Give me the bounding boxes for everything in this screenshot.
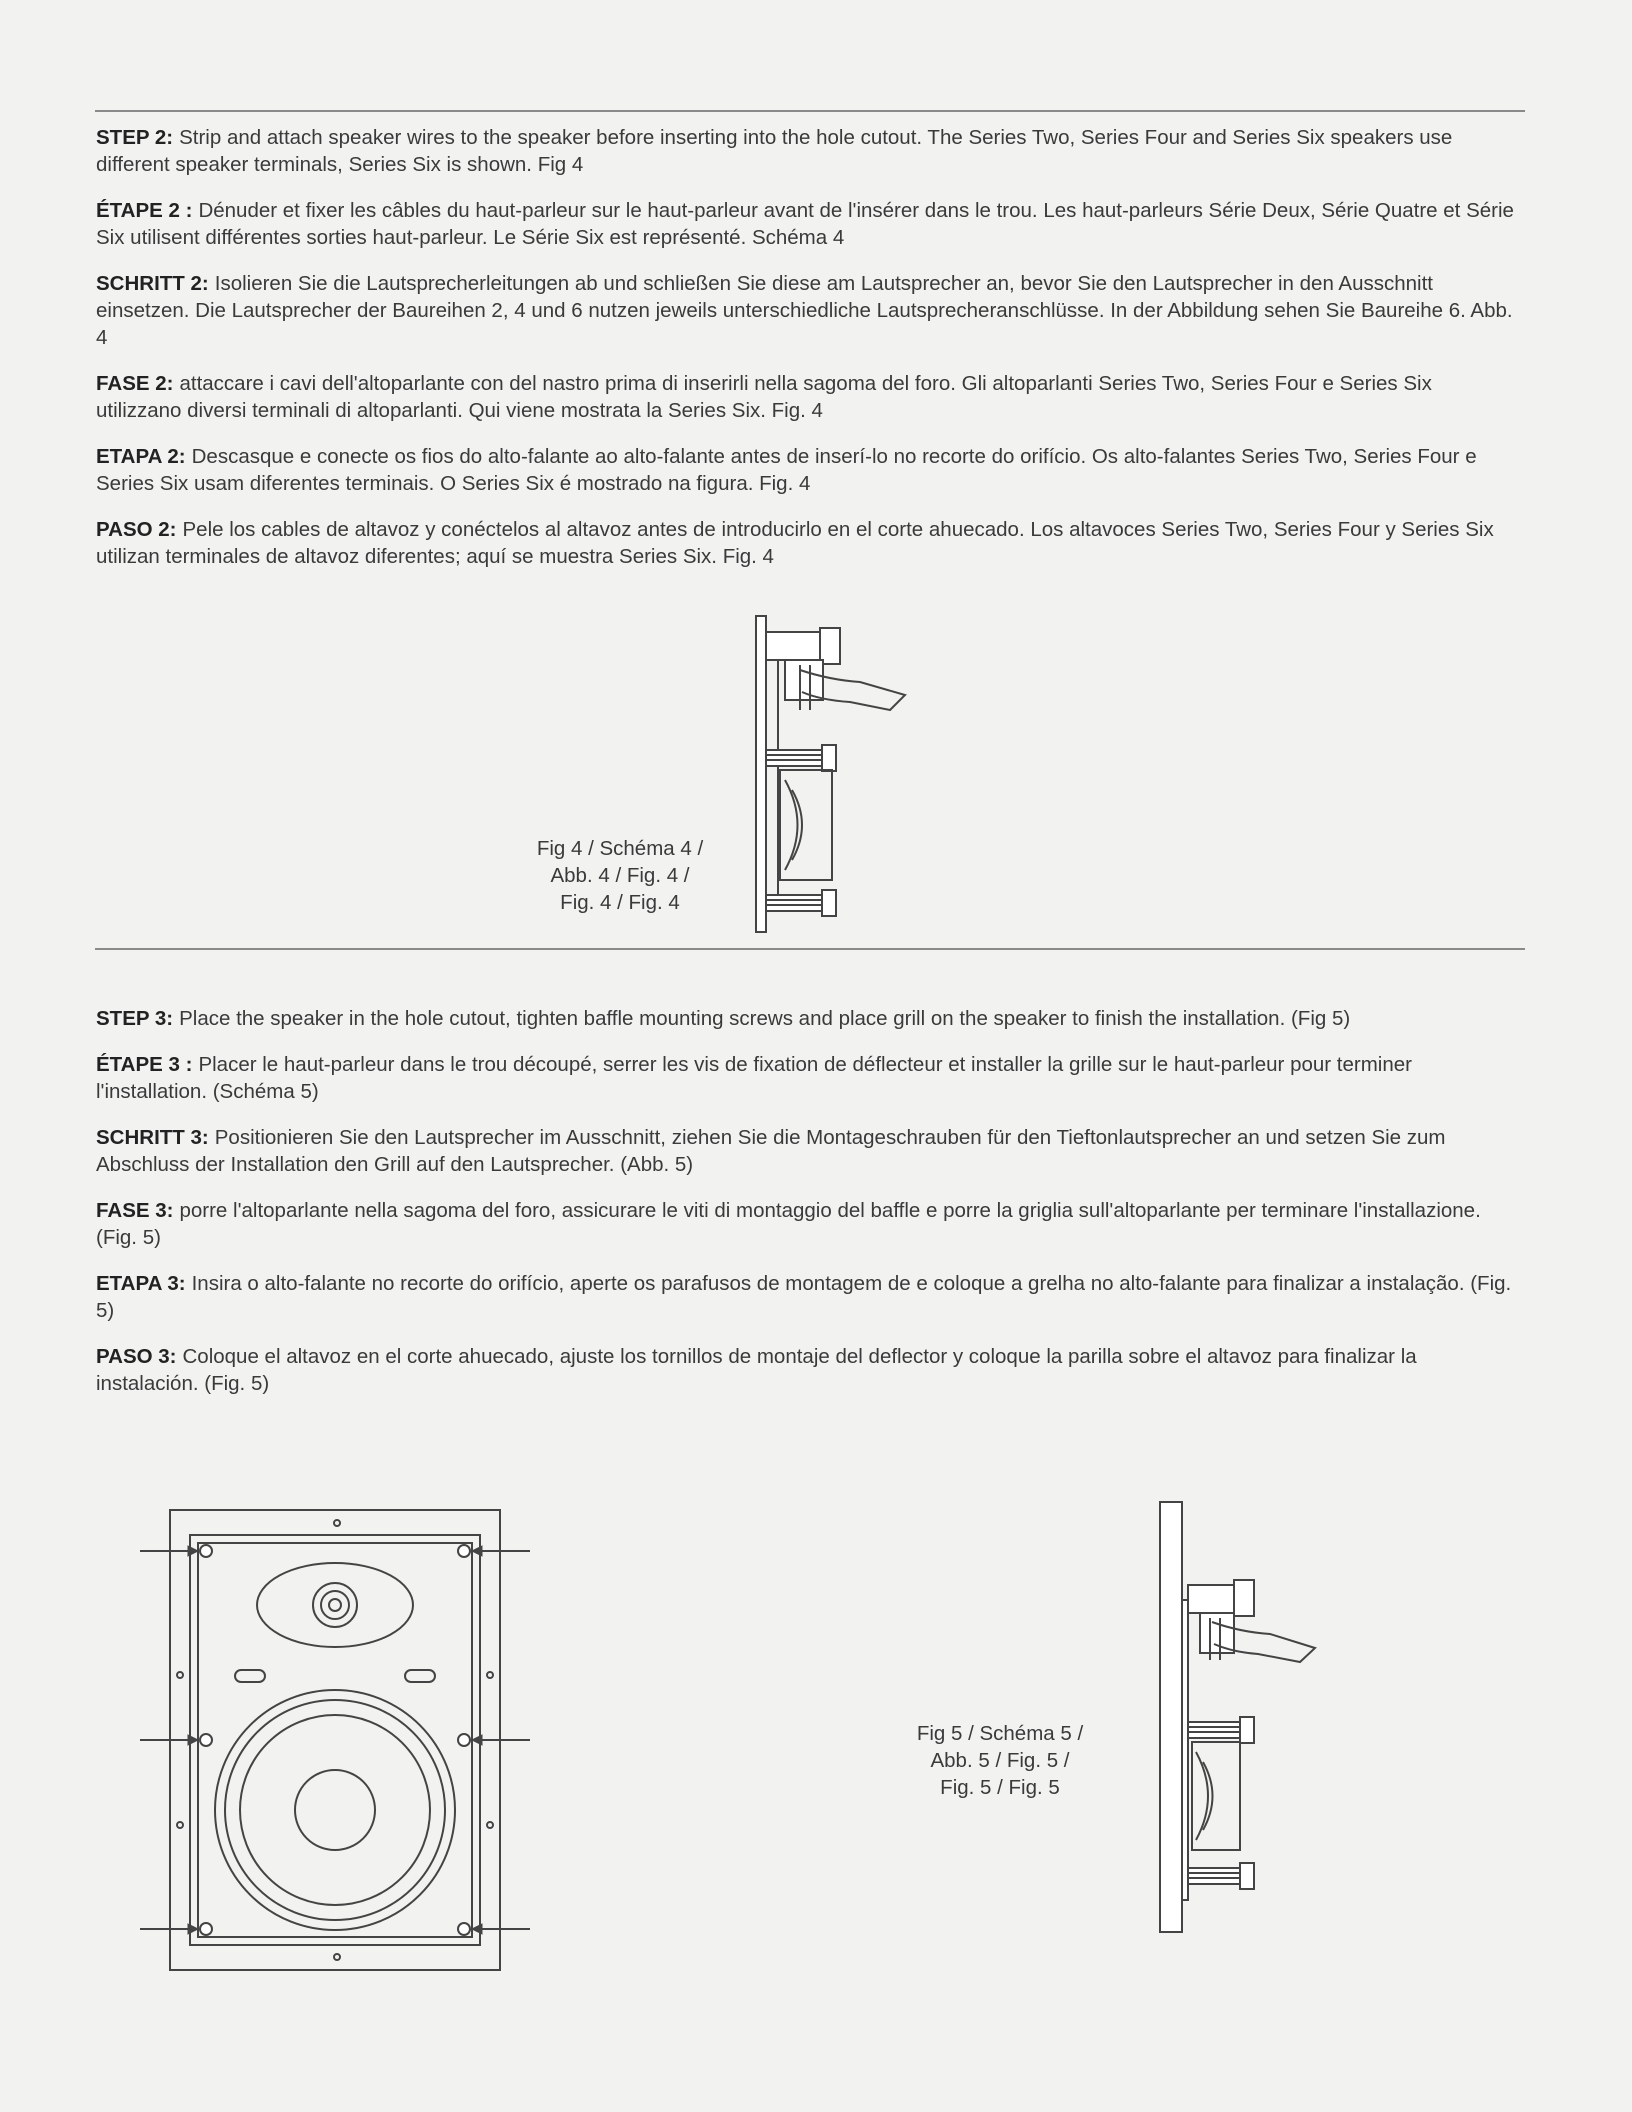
fig5-caption-line: Abb. 5 / Fig. 5 /: [930, 1749, 1070, 1772]
fig5-caption: [880, 1720, 1120, 1801]
step3-en: STEP 3: Place the speaker in the hole cutout, tighten baffle mounting screws and place grill on the speaker to finish the installation. (Fig 5): [96, 1007, 1351, 1030]
fig4-caption-line: Abb. 4 / Fig. 4 /: [550, 864, 690, 887]
step2-en: STEP 2: Strip and attach speaker wires to the speaker before inserting into the hole cutout. The Series Two, Series Four and Series Six speakers use different speaker terminals, Series Six is shown. Fig 4: [96, 126, 1453, 176]
fig4-caption-line: Fig. 4 / Fig. 4: [560, 891, 680, 914]
step2-pt: ETAPA 2: Descasque e conecte os fios do alto-falante ao alto-falante antes de inserí-lo no recorte do orifício. Os alto-falantes Series Two, Series Four e Series Six usam diferentes terminais. O Series Six é mostrado na figura. Fig. 4: [96, 445, 1477, 495]
step2-it: FASE 2: attaccare i cavi dell'altoparlante con del nastro prima di inserirli nella sagoma del foro. Gli altoparlanti Series Two, Series Four e Series Six utilizzano diversi terminali di altoparlanti. Qui viene mostrata la Series Six. Fig. 4: [96, 372, 1432, 422]
middle-divider: [95, 948, 1525, 950]
step2-fr: ÉTAPE 2 : Dénuder et fixer les câbles du haut-parleur sur le haut-parleur avant de l'insérer dans le trou. Les haut-parleurs Série Deux, Série Quatre et Série Six utilisent différentes sorties haut-parleur. Le Série Six est représenté. Schéma 4: [96, 199, 1514, 249]
step2-section: [96, 124, 1516, 589]
fig5-side-view-illustration: [1140, 1500, 1340, 1940]
step3-section: [96, 1005, 1516, 1416]
step3-fr: ÉTAPE 3 : Placer le haut-parleur dans le trou découpé, serrer les vis de fixation de déflecteur et installer la grille sur le haut-parleur pour terminer l'installation. (Schéma 5): [96, 1053, 1412, 1103]
fig5-caption-line: Fig. 5 / Fig. 5: [940, 1776, 1060, 1799]
step3-it: FASE 3: porre l'altoparlante nella sagoma del foro, assicurare le viti di montaggio del baffle e porre la griglia sull'altoparlante per terminare l'installazione. (Fig. 5): [96, 1199, 1481, 1249]
step3-es: PASO 3: Coloque el altavoz en el corte ahuecado, ajuste los tornillos de montaje del deflector y coloque la parilla sobre el altavoz para finalizar la instalación. (Fig. 5): [96, 1345, 1417, 1395]
top-divider: [95, 110, 1525, 112]
fig4-caption: [500, 835, 740, 916]
step3-pt: ETAPA 3: Insira o alto-falante no recorte do orifício, aperte os parafusos de montagem de e coloque a grelha no alto-falante para finalizar a instalação. (Fig. 5): [96, 1272, 1512, 1322]
step2-de: SCHRITT 2: Isolieren Sie die Lautsprecherleitungen ab und schließen Sie diese am Lautsprecher an, bevor Sie den Lautsprecher in den Ausschnitt einsetzen. Die Lautsprecher der Baureihen 2, 4 und 6 nutzen jeweils unterschiedliche Lautsprecheranschlüsse. In der Abbildung sehen Sie Baureihe 6. Abb. 4: [96, 272, 1513, 349]
step2-es: PASO 2: Pele los cables de altavoz y conéctelos al altavoz antes de introducirlo en el corte ahuecado. Los altavoces Series Two, Series Four y Series Six utilizan terminales de altavoz diferentes; aquí se muestra Series Six. Fig. 4: [96, 518, 1494, 568]
step3-de: SCHRITT 3: Positionieren Sie den Lautsprecher im Ausschnitt, ziehen Sie die Montageschrauben für den Tieftonlautsprecher an und setzen Sie zum Abschluss der Installation den Grill auf den Lautsprecher. (Abb. 5): [96, 1126, 1446, 1176]
fig5-front-view-illustration: [140, 1505, 540, 1975]
fig4-caption-line: Fig 4 / Schéma 4 /: [536, 837, 704, 860]
fig4-side-view-illustration: [740, 610, 940, 940]
fig5-caption-line: Fig 5 / Schéma 5 /: [916, 1722, 1084, 1745]
